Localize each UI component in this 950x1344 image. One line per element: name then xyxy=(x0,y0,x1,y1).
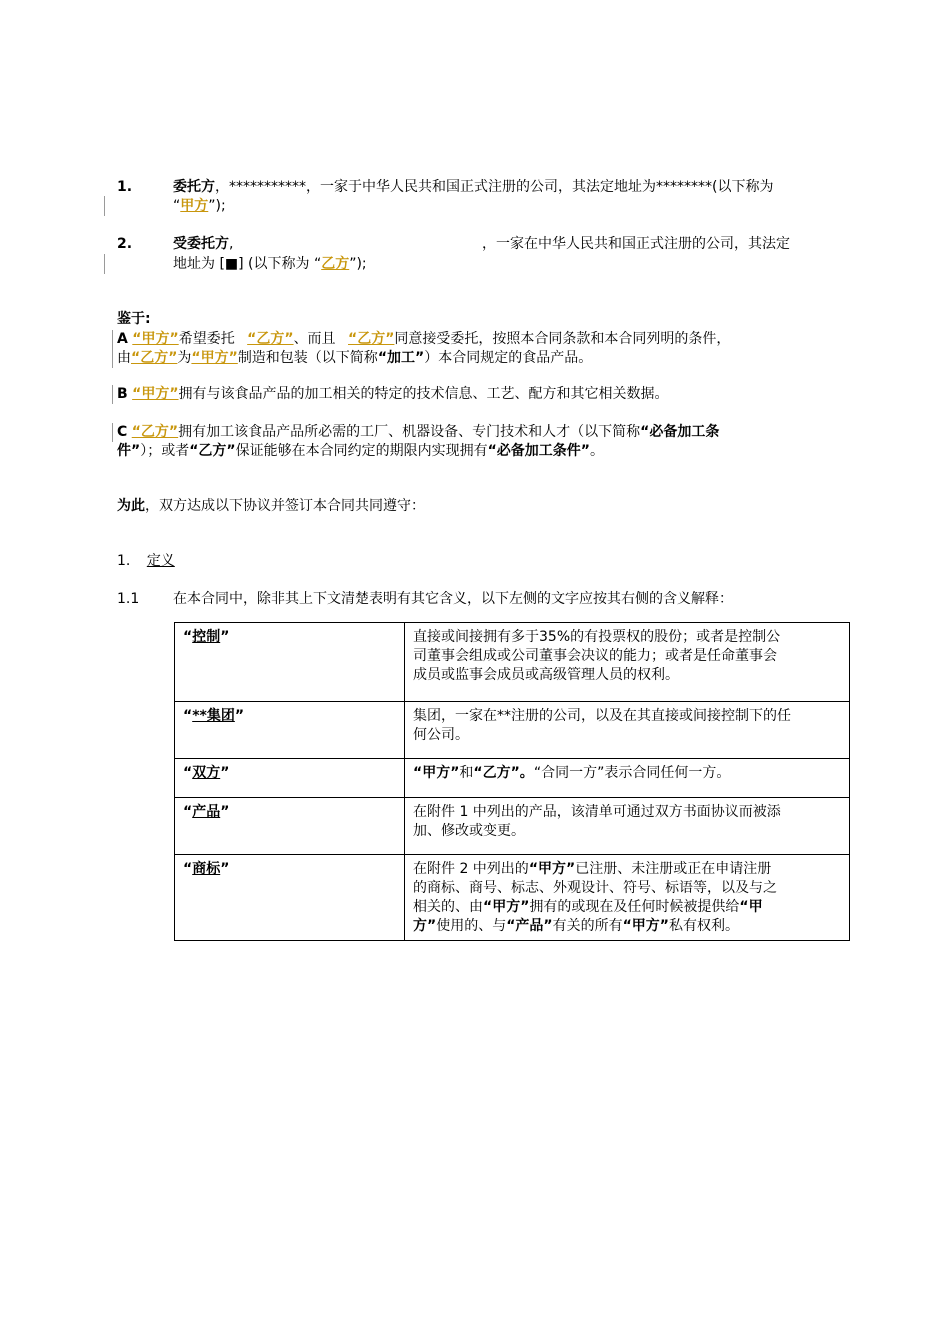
text: 有关的所有 xyxy=(552,918,623,934)
party-1-number: 1. xyxy=(117,179,133,195)
definitions-table xyxy=(174,622,850,941)
definition-line: 成员或监事会成员或高级管理人员的权利。 xyxy=(413,667,679,683)
text: 拥有的或现在及任何时候被提供给 xyxy=(529,899,740,915)
quote-open: “ xyxy=(173,198,181,214)
party-2-text: ，一家在中华人民共和国正式注册的公司，其法定 xyxy=(482,236,790,252)
term-label: 双方 xyxy=(192,765,221,781)
definition-cell xyxy=(405,798,850,855)
whereas-b-letter: B xyxy=(117,386,128,402)
change-bar xyxy=(104,254,105,274)
text: 由 xyxy=(117,350,131,366)
definition-line: 加、修改或变更。 xyxy=(413,823,525,839)
party-b-ref: “乙方” xyxy=(131,424,179,440)
party-a-ref: “甲 xyxy=(739,899,763,915)
term-cell xyxy=(175,855,405,941)
term-cell xyxy=(175,702,405,759)
text: 已注册、未注册或正在申请注册 xyxy=(575,861,772,877)
party-2-role-line xyxy=(173,235,233,254)
text: 私有权利。 xyxy=(669,918,740,934)
quote-close: ”); xyxy=(208,198,226,214)
comma: , xyxy=(229,236,234,252)
definition-line: 直接或间接拥有多于35%的有投票权的股份；或者是控制公 xyxy=(413,629,781,645)
definition-line xyxy=(413,860,841,879)
text: 同意接受委托，按照本合同条款和本合同列明的条件， xyxy=(394,331,731,347)
text: “合同一方”表示合同任何一方。 xyxy=(533,765,731,781)
party-a-ref: “甲方” xyxy=(622,918,670,934)
text: ）本合同规定的食品产品。 xyxy=(424,350,593,366)
definition-line: 何公司。 xyxy=(413,727,469,743)
definition-line xyxy=(413,898,841,917)
party-b-ref: “乙方” xyxy=(348,331,395,347)
term-cell xyxy=(175,798,405,855)
definition-line: 的商标、商号、标志、外观设计、符号、标语等，以及与之 xyxy=(413,880,777,896)
party-1-role: 委托方 xyxy=(173,179,215,195)
party-b-ref: “乙方” xyxy=(247,331,294,347)
whereas-b xyxy=(117,385,669,404)
party-b-ref: “乙方” xyxy=(189,443,236,459)
table-row xyxy=(175,855,850,941)
section-title: 定义 xyxy=(146,553,175,569)
section-1-heading xyxy=(117,552,175,571)
party-a-ref: “甲方” xyxy=(191,350,238,366)
term-label: 产品 xyxy=(192,804,221,820)
party-a-ref: “甲方” xyxy=(413,765,460,781)
defined-term: “必备加工条件” xyxy=(487,443,591,459)
text: 使用的、与 xyxy=(436,918,507,934)
party-1-text: ，***********，一家于中华人民共和国正式注册的公司，其法定地址为********(以下称为 xyxy=(215,179,774,195)
text: 为 xyxy=(177,350,192,366)
quote-close: ” xyxy=(220,629,230,645)
agreement-statement xyxy=(117,497,425,516)
term-label: 控制 xyxy=(192,629,221,645)
quote-open: “ xyxy=(183,708,193,724)
party-2-number: 2. xyxy=(117,236,133,252)
whereas-a-line1 xyxy=(117,330,730,349)
table-row xyxy=(175,623,850,702)
text: 制造和包装（以下简称 xyxy=(237,350,378,366)
definition-line: 集团，一家在**注册的公司，以及在其直接或间接控制下的任 xyxy=(413,708,791,724)
term-cell xyxy=(175,623,405,702)
quote-open: “ xyxy=(183,861,193,877)
quote-close: ”); xyxy=(349,256,367,272)
definition-line: 司董事会组成或公司董事会决议的能力；或者是任命董事会 xyxy=(413,648,777,664)
party-a-ref: “甲方” xyxy=(483,899,530,915)
clause-1-1-number: 1.1 xyxy=(117,591,140,607)
quote-close: ” xyxy=(220,765,230,781)
defined-term: “必备加工条 xyxy=(640,424,720,440)
text: 拥有加工该食品产品所必需的工厂、机器设备、专门技术和人才（以下简称 xyxy=(178,424,641,440)
definition-cell xyxy=(405,759,850,798)
quote-close: ” xyxy=(220,804,230,820)
table-row xyxy=(175,798,850,855)
party-1-line xyxy=(173,178,773,197)
change-bar xyxy=(112,330,113,368)
term-cell xyxy=(175,759,405,798)
definition-cell xyxy=(405,623,850,702)
definition-line xyxy=(413,917,841,936)
quote-open: “ xyxy=(183,629,193,645)
text: 希望委托 xyxy=(178,331,235,347)
clause-1-1-text: 在本合同中，除非其上下文清楚表明有其它含义，以下左侧的文字应按其右侧的含义解释： xyxy=(173,591,733,607)
party-b-ref: “乙方”。 xyxy=(473,765,534,781)
quote-close: ” xyxy=(220,861,230,877)
term-label: 商标 xyxy=(192,861,221,877)
party-1-short-name: 甲方 xyxy=(180,198,209,214)
text: 拥有与该食品产品的加工相关的特定的技术信息、工艺、配方和其它相关数据。 xyxy=(178,386,669,402)
definition-cell xyxy=(405,855,850,941)
defined-term: 件” xyxy=(117,443,141,459)
text: ，双方达成以下协议并签订本合同共同遵守： xyxy=(145,498,425,514)
party-a-ref: “甲方” xyxy=(132,331,179,347)
text: 。 xyxy=(590,443,605,459)
whereas-c-line2 xyxy=(117,442,604,461)
text: 和 xyxy=(459,765,474,781)
whereas-heading: 鉴于: xyxy=(117,311,151,327)
party-2-role: 受委托方 xyxy=(173,236,229,252)
quote-open: “ xyxy=(183,804,193,820)
defined-term: “加工” xyxy=(377,350,425,366)
whereas-a-letter: A xyxy=(117,331,128,347)
change-bar xyxy=(112,423,113,442)
section-number: 1. xyxy=(117,553,131,569)
party-2-short-name: 乙方 xyxy=(321,256,350,272)
whereas-a-line2 xyxy=(117,349,592,368)
definition-line: 在附件 1 中列出的产品，该清单可通过双方书面协议而被添 xyxy=(413,804,781,820)
party-b-ref: “乙方” xyxy=(131,350,178,366)
term-label: **集团 xyxy=(192,708,235,724)
party-a-ref: “甲方” xyxy=(528,861,576,877)
party-2-line2 xyxy=(173,255,367,274)
agreement-bold: 为此 xyxy=(117,498,145,514)
quote-close: ” xyxy=(234,708,245,724)
table-row xyxy=(175,702,850,759)
change-bar xyxy=(112,385,113,404)
party-a-ref: 方” xyxy=(413,918,437,934)
text: 相关的、由 xyxy=(413,899,483,915)
definition-cell xyxy=(405,702,850,759)
quote-open: “ xyxy=(183,765,193,781)
text: 、而且 xyxy=(293,331,336,347)
party-2-address: 地址为 [■] (以下称为 “ xyxy=(173,256,322,272)
whereas-c-letter: C xyxy=(117,424,128,440)
table-row xyxy=(175,759,850,798)
whereas-c-line1 xyxy=(117,423,719,442)
change-bar xyxy=(104,196,105,216)
text: 保证能够在本合同约定的期限内实现拥有 xyxy=(235,443,488,459)
text: 在附件 2 中列出的 xyxy=(413,861,529,877)
text: ）；或者 xyxy=(140,443,190,459)
party-1-line2 xyxy=(173,197,226,216)
defined-term: “产品” xyxy=(506,918,553,934)
party-a-ref: “甲方” xyxy=(132,386,179,402)
